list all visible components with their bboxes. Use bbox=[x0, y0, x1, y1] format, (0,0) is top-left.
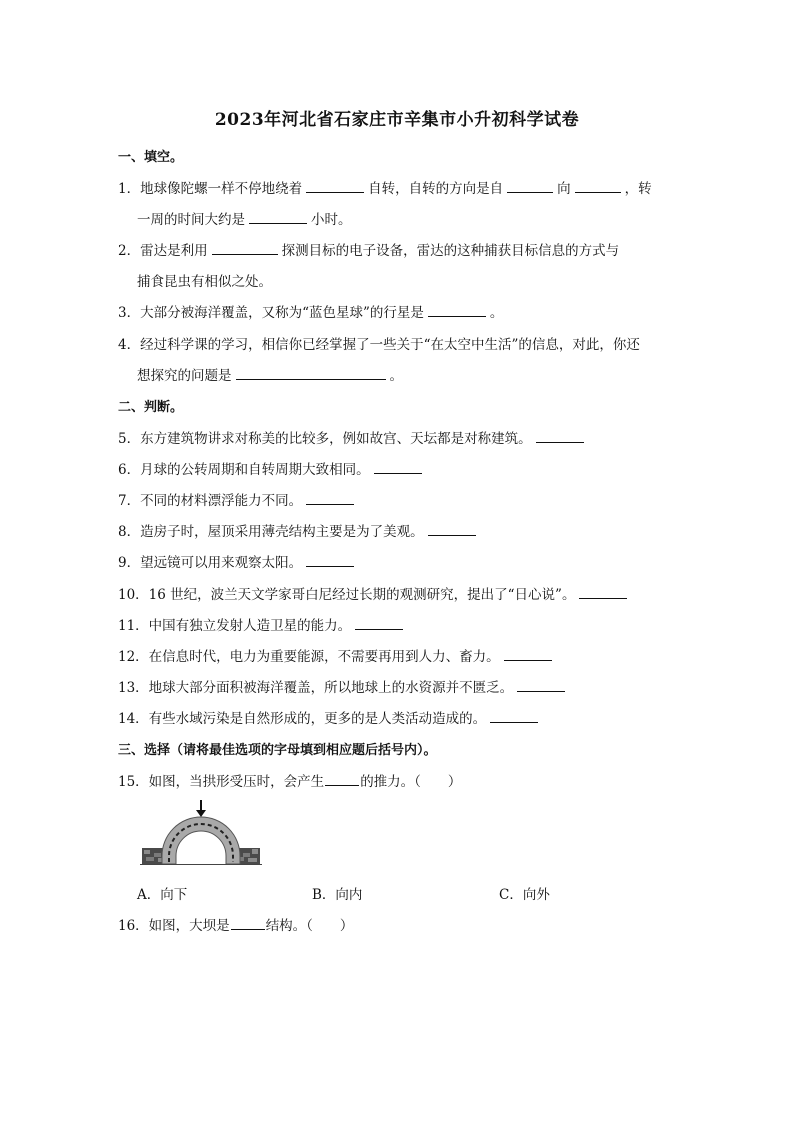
question-4-line-2 bbox=[137, 364, 403, 384]
exam-title: 2023年河北省石家庄市辛集市小升初科学试卷 bbox=[214, 110, 580, 130]
judge-blank[interactable] bbox=[504, 647, 552, 661]
question-16 bbox=[118, 914, 353, 934]
question-2-line-2: 捕食昆虫有相似之处。 bbox=[137, 274, 272, 290]
q1-text-e: 一周的时间大约是 bbox=[137, 212, 245, 228]
q1-text-f: 小时。 bbox=[311, 212, 352, 228]
q1-text-c: 向 bbox=[557, 181, 571, 197]
judge-item: 9．望远镜可以用来观察太阳。 bbox=[118, 551, 358, 571]
judge-item: 11．中国有独立发射人造卫星的能力。 bbox=[118, 614, 407, 634]
judge-blank[interactable] bbox=[579, 585, 627, 599]
judge-blank[interactable] bbox=[536, 429, 584, 443]
q3-blank-1[interactable] bbox=[428, 303, 486, 317]
arch-bridge-figure bbox=[140, 798, 262, 866]
q15-blank[interactable] bbox=[325, 772, 359, 786]
q15-text-b: 的推力。（ ） bbox=[360, 774, 462, 790]
q3-text-a: 3．大部分被海洋覆盖，又称为“蓝色星球”的行星是 bbox=[118, 305, 424, 321]
q1-text-a: 1．地球像陀螺一样不停地绕着 bbox=[118, 181, 303, 197]
judge-item: 10．16 世纪，波兰天文学家哥白尼经过长期的观测研究，提出了“日心说”。 bbox=[118, 583, 631, 603]
judge-blank[interactable] bbox=[428, 522, 476, 536]
q4-text-c: 。 bbox=[389, 368, 403, 384]
q1-blank-4[interactable] bbox=[249, 210, 307, 224]
q1-text-d: ，转 bbox=[624, 181, 652, 197]
judge-blank[interactable] bbox=[490, 709, 538, 723]
q4-blank-1[interactable] bbox=[236, 366, 386, 380]
judge-blank[interactable] bbox=[306, 553, 354, 567]
section-judge: 二、判断。 bbox=[118, 400, 184, 415]
judge-item: 5．东方建筑物讲求对称美的比较多，例如故宫、天坛都是对称建筑。 bbox=[118, 427, 588, 447]
q16-text-b: 结构。（ ） bbox=[265, 918, 354, 934]
judge-item: 13．地球大部分面积被海洋覆盖，所以地球上的水资源并不匮乏。 bbox=[118, 676, 569, 696]
q16-text-a: 16．如图，大坝是 bbox=[118, 918, 230, 934]
judge-item: 8．造房子时，屋顶采用薄壳结构主要是为了美观。 bbox=[118, 520, 480, 540]
question-1-line-1 bbox=[118, 177, 652, 197]
section-choice: 三、选择（请将最佳选项的字母填到相应题后括号内）。 bbox=[118, 743, 437, 758]
q3-text-b: 。 bbox=[489, 305, 504, 321]
question-4-line-1: 4．经过科学课的学习，相信你已经掌握了一些关于“在太空中生活”的信息，对此，你还 bbox=[118, 337, 640, 353]
q1-text-b: 自转，自转的方向是自 bbox=[368, 181, 504, 197]
question-3 bbox=[118, 301, 503, 321]
question-2-line-1 bbox=[118, 239, 619, 259]
judge-item: 7．不同的材料漂浮能力不同。 bbox=[118, 489, 358, 509]
q4-text-b: 想探究的问题是 bbox=[137, 368, 232, 384]
judge-blank[interactable] bbox=[355, 616, 403, 630]
question-15 bbox=[118, 770, 461, 790]
q2-text-a: 2．雷达是利用 bbox=[118, 243, 208, 259]
judge-blank[interactable] bbox=[517, 678, 565, 692]
q1-blank-3[interactable] bbox=[575, 179, 621, 193]
arrow-head-icon bbox=[196, 810, 206, 817]
q15-option-a[interactable]: A．向下 bbox=[137, 887, 188, 903]
section-fill-in: 一、填空。 bbox=[118, 150, 184, 165]
judge-item: 14．有些水域污染是自然形成的，更多的是人类活动造成的。 bbox=[118, 707, 542, 727]
q15-option-b[interactable]: B．向内 bbox=[312, 887, 363, 903]
q15-text-a: 15．如图，当拱形受压时，会产生 bbox=[118, 774, 325, 790]
q16-blank[interactable] bbox=[231, 916, 265, 930]
question-1-line-2 bbox=[137, 208, 352, 228]
q15-option-c[interactable]: C．向外 bbox=[499, 887, 550, 903]
judge-blank[interactable] bbox=[306, 491, 354, 505]
judge-blank[interactable] bbox=[374, 460, 422, 474]
q1-blank-1[interactable] bbox=[306, 179, 364, 193]
q1-blank-2[interactable] bbox=[507, 179, 553, 193]
judge-item: 6．月球的公转周期和自转周期大致相同。 bbox=[118, 458, 426, 478]
judge-item: 12．在信息时代，电力为重要能源，不需要再用到人力、畜力。 bbox=[118, 645, 556, 665]
q2-blank-1[interactable] bbox=[212, 241, 278, 255]
q2-text-b: 探测目标的电子设备，雷达的这种捕获目标信息的方式与 bbox=[281, 243, 620, 259]
